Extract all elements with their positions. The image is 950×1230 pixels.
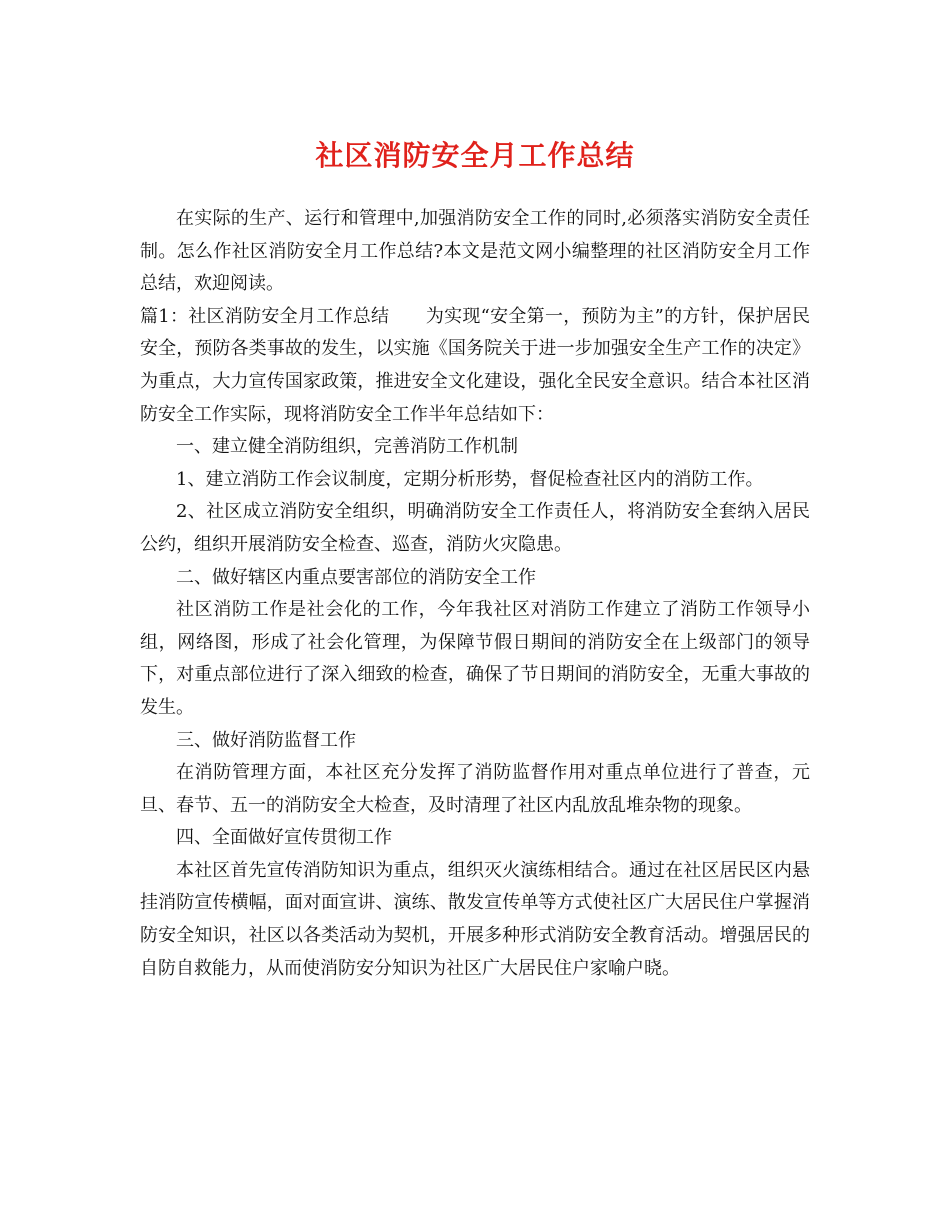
paragraph-item-1: 1、建立消防工作会议制度，定期分析形势，督促检查社区内的消防工作。: [176, 468, 764, 490]
paragraph-section-3: 在消防管理方面，本社区充分发挥了消防监督作用对重点单位进行了普查，元旦、春节、五一的消防安全大检查，及时清理了社区内乱放乱堆杂物的现象。: [140, 762, 810, 816]
section-heading-1: 一、建立健全消防组织，完善消防工作机制: [176, 436, 518, 458]
section-heading-4: 四、全面做好宣传贯彻工作: [176, 827, 392, 849]
section-heading-3: 三、做好消防监督工作: [176, 729, 356, 751]
paragraph-item-2: 2、社区成立消防安全组织，明确消防安全工作责任人，将消防安全套纳入居民公约，组织开展消防安全检查、巡查，消防火灾隐患。: [140, 501, 810, 555]
document-title: 社区消防安全月工作总结: [315, 139, 635, 172]
section-heading-2: 二、做好辖区内重点要害部位的消防安全工作: [176, 566, 536, 588]
paragraph-section-4: 本社区首先宣传消防知识为重点，组织灭火演练相结合。通过在社区居民区内悬挂消防宣传横幅，面对面宣讲、演练、散发宣传单等方式使社区广大居民住户掌握消防安全知识，社区以各类活动为契机，开展多种形式消防安全教育活动。增强居民的自防自救能力，从而使消防安分知识为社区广大居民住户家喻户晓。: [140, 859, 810, 979]
paragraph-part1-opening: 篇1：社区消防安全月工作总结 为实现“安全第一，预防为主”的方针，保护居民安全，预防各类事故的发生，以实施《国务院关于进一步加强安全生产工作的决定》为重点，大力宣传国家政策，推进安全文化建设，强化全民安全意识。结合本社区消防安全工作实际，现将消防安全工作半年总结如下：: [140, 305, 810, 425]
document-body: [140, 203, 810, 985]
paragraph-intro: 在实际的生产、运行和管理中,加强消防安全工作的同时,必须落实消防安全责任制。怎么作社区消防安全月工作总结?本文是范文网小编整理的社区消防安全月工作总结，欢迎阅读。: [140, 208, 810, 295]
paragraph-section-2: 社区消防工作是社会化的工作，今年我社区对消防工作建立了消防工作领导小组，网络图，形成了社会化管理，为保障节假日期间的消防安全在上级部门的领导下，对重点部位进行了深入细致的检查，确保了节日期间的消防安全，无重大事故的发生。: [140, 599, 810, 718]
